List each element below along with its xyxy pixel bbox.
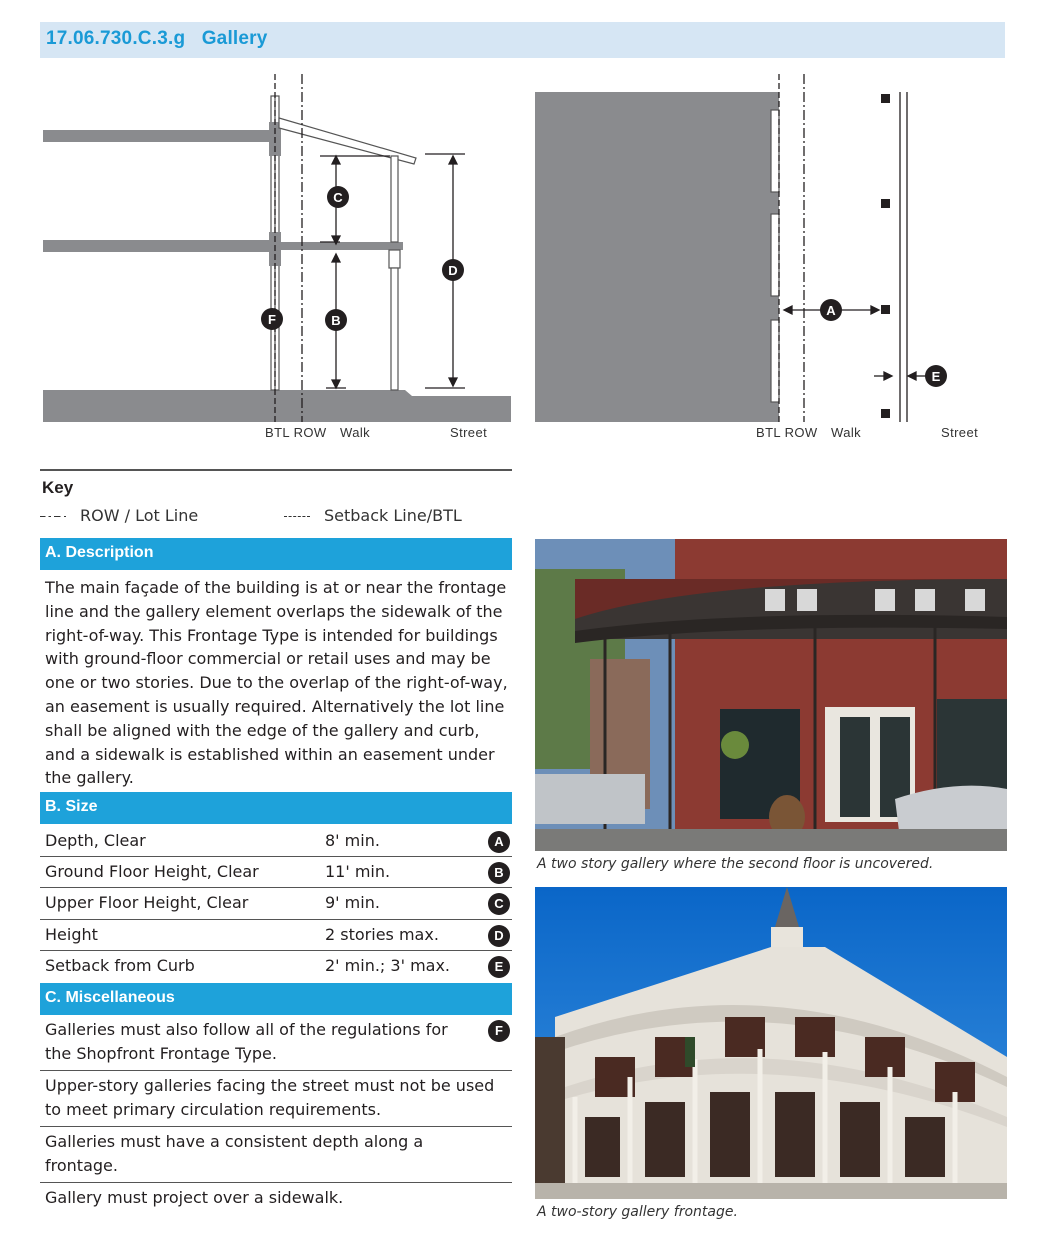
misc-row-depth <box>40 1127 512 1183</box>
marker-c <box>327 186 349 208</box>
misc-row-text: Galleries must have a consistent depth along a frontage. <box>45 1132 424 1175</box>
ground-floor-slab <box>43 240 273 252</box>
description-header <box>40 538 512 570</box>
size-row-label: Setback from Curb <box>45 956 195 975</box>
badge-f: F <box>488 1020 510 1042</box>
marker-d <box>442 259 464 281</box>
key-item-row <box>40 506 198 525</box>
row-line-swatch <box>40 516 66 517</box>
size-row-value: 11' min. <box>325 862 391 881</box>
photo-gallery-uncovered-image <box>535 539 1007 851</box>
size-row-label: Upper Floor Height, Clear <box>45 893 249 912</box>
gallery-posts <box>389 156 400 390</box>
title-bar <box>40 22 1005 58</box>
size-row-setback <box>40 951 512 983</box>
key-item-setback <box>284 506 462 525</box>
description-heading: A. Description <box>45 544 154 561</box>
badge-b: B <box>488 862 510 884</box>
size-heading: B. Size <box>45 798 98 815</box>
badge-c: C <box>488 893 510 915</box>
misc-row-text: Gallery must project over a sidewalk. <box>45 1188 344 1207</box>
curb-lines <box>900 92 907 422</box>
size-row-label: Height <box>45 925 98 944</box>
plan-label-btl-row: BTL ROW <box>756 425 818 440</box>
photo-caption-2: A two-story gallery frontage. <box>537 1204 738 1220</box>
size-row-value: 9' min. <box>325 893 380 912</box>
marker-c-label: C <box>333 190 343 205</box>
size-row-upper-floor <box>40 888 512 920</box>
size-row-value: 2' min.; 3' max. <box>325 956 451 975</box>
ground <box>43 390 511 422</box>
key-title: Key <box>42 478 74 497</box>
size-row-ground-floor <box>40 857 512 888</box>
photo-gallery-uncovered <box>535 539 1007 851</box>
marker-a-label: A <box>826 303 836 318</box>
setback-line-swatch <box>284 516 310 517</box>
photo-caption-1: A two story gallery where the second floor is uncovered. <box>537 856 934 872</box>
size-row-depth <box>40 826 512 857</box>
size-row-value: 2 stories max. <box>325 925 439 944</box>
plan-diagram <box>534 72 1009 424</box>
key-divider <box>40 469 512 471</box>
photo-gallery-frontage-image <box>535 887 1007 1199</box>
misc-row-sidewalk <box>40 1183 512 1215</box>
building-footprint <box>535 92 779 422</box>
gallery-post-markers <box>881 94 890 418</box>
marker-f <box>261 308 283 330</box>
section-label-btl-row: BTL ROW <box>265 425 327 440</box>
size-row-label: Depth, Clear <box>45 831 146 850</box>
badge-a: A <box>488 831 510 853</box>
photo-gallery-frontage <box>535 887 1007 1199</box>
description-text: The main façade of the building is at or near the frontage line and the gallery element overlaps the sidewalk of the right-of-way. This Frontage Type is intended for buildings with ground-floor commercial or retail uses and may be one or two stories. Due to the overlap of the right-of-way, an easement is usually required. Alternatively the lot line shall be aligned with the edge of the gallery and curb, and a sidewalk is established within an easement under the gallery. <box>45 578 508 788</box>
marker-b <box>325 309 347 331</box>
marker-d-label: D <box>448 263 458 278</box>
badge-e: E <box>488 956 510 978</box>
size-header <box>40 792 512 824</box>
section-label-street: Street <box>450 425 488 440</box>
key-item-row-label: ROW / Lot Line <box>80 506 199 525</box>
key-item-setback-label: Setback Line/BTL <box>324 506 462 525</box>
gallery-deck <box>279 242 403 250</box>
plan-label-walk: Walk <box>831 425 862 440</box>
misc-row-text: Upper-story galleries facing the street must not be used to meet primary circulation requirements. <box>45 1076 495 1119</box>
marker-e <box>925 365 947 387</box>
section-label-walk: Walk <box>340 425 371 440</box>
marker-b-label: B <box>331 313 341 328</box>
marker-a <box>820 299 842 321</box>
marker-f-label: F <box>268 312 276 327</box>
marker-e-label: E <box>931 369 941 384</box>
size-row-label: Ground Floor Height, Clear <box>45 862 259 881</box>
upper-floor-slab <box>43 130 273 142</box>
facade-openings <box>771 110 779 402</box>
misc-heading: C. Miscellaneous <box>45 989 175 1006</box>
plan-label-street: Street <box>941 425 979 440</box>
size-row-value: 8' min. <box>325 831 380 850</box>
badge-d: D <box>488 925 510 947</box>
misc-row-circulation <box>40 1071 512 1127</box>
misc-row-text: Galleries must also follow all of the regulations for the Shopfront Frontage Type. <box>45 1020 448 1063</box>
section-diagram <box>40 72 515 422</box>
misc-row-shopfront <box>40 1015 512 1071</box>
misc-header <box>40 983 512 1015</box>
size-row-height <box>40 920 512 951</box>
page-title: 17.06.730.C.3.g Gallery <box>46 28 268 49</box>
